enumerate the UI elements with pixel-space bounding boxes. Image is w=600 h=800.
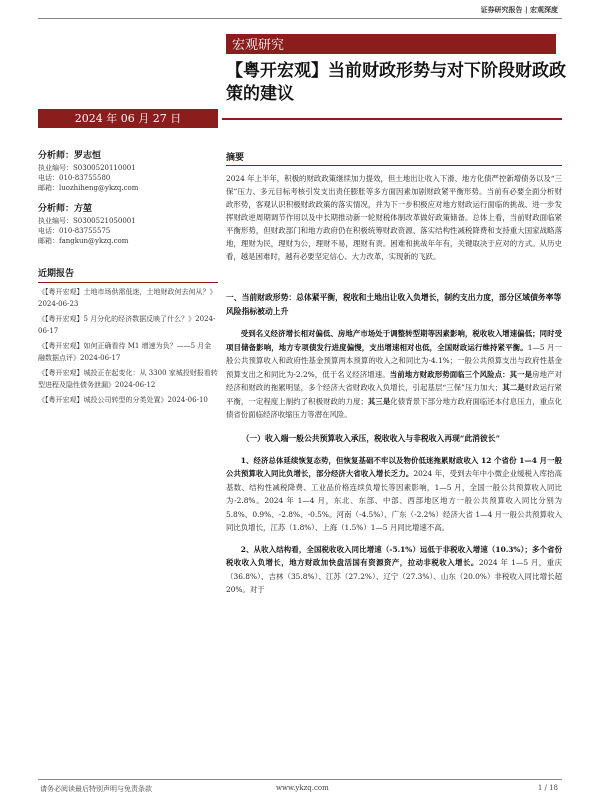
analyst-phone: 电话：010-83755580 — [38, 174, 111, 182]
analyst-card — [38, 148, 218, 193]
page-number: 1 / 18 — [537, 784, 558, 792]
recent-report-link[interactable]: 《【粤开宏观】城投正在起变化：从 3300 家城投财报看转型进程及隐性债务泄漏》2024-06-12 — [38, 369, 218, 389]
para-text: 财政运行紧平衡，一定程度上制约了积极财政的力度； — [226, 383, 562, 406]
recent-report-link[interactable]: 《【粤开宏观】如何正确看待 M1 增速为负？——5 月金融数据点评》2024-06-17 — [38, 342, 212, 362]
left-sidebar — [38, 148, 218, 406]
section-heading-1: 一、当前财政形势：总体紧平衡，税收和土地出让收入负增长，制约支出力度，部分区域债务率等风险指标被动上升 — [226, 293, 562, 316]
abstract-rule — [226, 165, 562, 166]
recent-report-link[interactable]: 《【粤开宏观】土地市场供需低迷，土地财政何去何从？》2024-06-23 — [38, 288, 217, 308]
category-bar — [226, 34, 556, 54]
title-separator — [222, 118, 562, 120]
analyst-card — [38, 201, 218, 246]
abstract-title: 摘要 — [226, 153, 245, 163]
analyst-license: 执业编号：S0300520110001 — [38, 164, 136, 172]
category-label: 宏观研究 — [232, 38, 285, 53]
para-bold: 其三是 — [367, 396, 391, 406]
website-link[interactable]: www.ykzq.com — [276, 784, 329, 792]
header-rule — [38, 18, 562, 19]
para-bold: 1、经济总体延续恢复态势，但恢复基础不牢以及物价低迷拖累财政收入 12 个省份 1—4 月一般公共预算收入同比负增长，部分经济大省收入增长乏力。 — [226, 455, 562, 478]
recent-report-link[interactable]: 《【粤开宏观】城投公司转型的分类处置》2024-06-10 — [38, 396, 208, 404]
recent-reports-title: 近期报告 — [38, 266, 218, 283]
analyst-license: 执业编号：S0300521050001 — [38, 217, 136, 225]
analyst-email[interactable]: 邮箱：fangkun@ykzq.com — [38, 237, 129, 245]
para-bold: 受到名义经济增长相对偏低、房地产市场处于调整转型期等因素影响，税收收入增速偏低；同时受项目储备影响，地方专项债发行进度偏慢，支出增速相对也低，全国财政运行维持紧平衡。 — [226, 329, 562, 352]
recent-report-link[interactable]: 《【粤开宏观】5 月分化的经济数据反映了什么？》2024-06-17 — [38, 315, 216, 335]
main-content — [226, 150, 562, 597]
para-text: 化债背景下部分地方政府面临还本付息压力，重点化债省份面临经济收缩压力等潜在风险。 — [226, 396, 562, 419]
analyst-name: 分析师：罗志恒 — [38, 151, 102, 161]
report-title: 【粤开宏观】当前财政形势与对下阶段财政政策的建议 — [226, 61, 566, 104]
analyst-name: 分析师：方堃 — [38, 204, 93, 214]
para-text: 2024 年 1—5 月，重庆（36.8%）、吉林（35.8%）、江苏（27.2%）、辽宁（27.3%）、山东（20.0%）非税收入同比增长超 20%。对于 — [226, 558, 562, 594]
para-text: 2024 年，受到去年中小微企业缓税入库抬高基数、结构性减税降费、工业品价格连续负增长等因素影响，1—5 月，全国一般公共预算收入同比为-2.8%。2024 年 1—4 月，东北、东部、中部、西部地区地方一般公共预算收入同比分别为 5.8%、0.9%、-2.8%、-0.5%。河南（-4.5%）、广东（-2.2%）经济大省 1—4 月一般公共预算收入同比负增长，江苏（1.8%）、上海（1.5%）1—5 月同比增速不高。 — [226, 469, 562, 532]
paragraph-3 — [226, 543, 562, 597]
subsection-heading: （一）收入端一般公共预算收入承压，税收收入与非税收入再现“此消彼长” — [241, 433, 501, 443]
paragraph-2 — [226, 454, 562, 535]
para-text: 房地产对经济和财政的拖累明显，多个经济大省财政收入负增长，引起基层“三保”压力加大； — [226, 369, 562, 392]
abstract-text: 2024 年上半年，积极的财政政策继续加力提效，但土地出让收入下滑、地方化债严控新增债务以及“三保”压力、多元目标考核引发支出责任膨胀等多方面因素加剧财政紧平衡形势。当前有必要全面分析财政形势，客观认识积极财政政策的落实情况，并为下一步积极应对地方财政运行面临的挑战、进一步发挥财政逆周期调节作用以及中长期推动新一轮财税体制改革做好政策储备。总体上看，当前财政面临紧平衡形势，但财政部门和地方政府仍在积极统筹财政资源、落实结构性减税降费和支持重大国家战略落地，理财为民，理财为公，理财不易，理财有责。困难和挑战年年有，关键取决于应对的方式。从历史看，越是困难时，越有必要坚定信心、大力改革，实现新的飞跃。 — [226, 174, 562, 261]
report-date: 2024 年 06 月 27 日 — [38, 109, 218, 128]
para-bold: 其二是 — [502, 383, 525, 392]
para-text: 1—5 月一般公共预算收入和政府性基金预算两本预算的收入之和同比为-4.1%；一般公共预算支出与政府性基金预算支出之和同比为-2.2%，低于名义经济增速。 — [226, 342, 562, 379]
analyst-phone: 电话：010-83755575 — [38, 227, 111, 235]
footer-rule — [38, 779, 562, 780]
paragraph-1 — [226, 327, 562, 422]
para-bold: 2、从收入结构看，全国税收收入同比增速（-5.1%）远低于非税收入增速（10.3%）；多个省份税收收入负增长，地方财政加快盘活国有资源资产，拉动非税收入增长。 — [226, 544, 562, 567]
analyst-email[interactable]: 邮箱：luozhiheng@ykzq.com — [38, 184, 139, 192]
disclaimer-note: 请务必阅读最后特别声明与免责条款 — [40, 785, 152, 793]
para-bold: 当前地方财政形势面临三个风险点：其一是 — [389, 369, 533, 379]
report-type-label: 证券研究报告 | 宏观深度 — [480, 6, 558, 14]
